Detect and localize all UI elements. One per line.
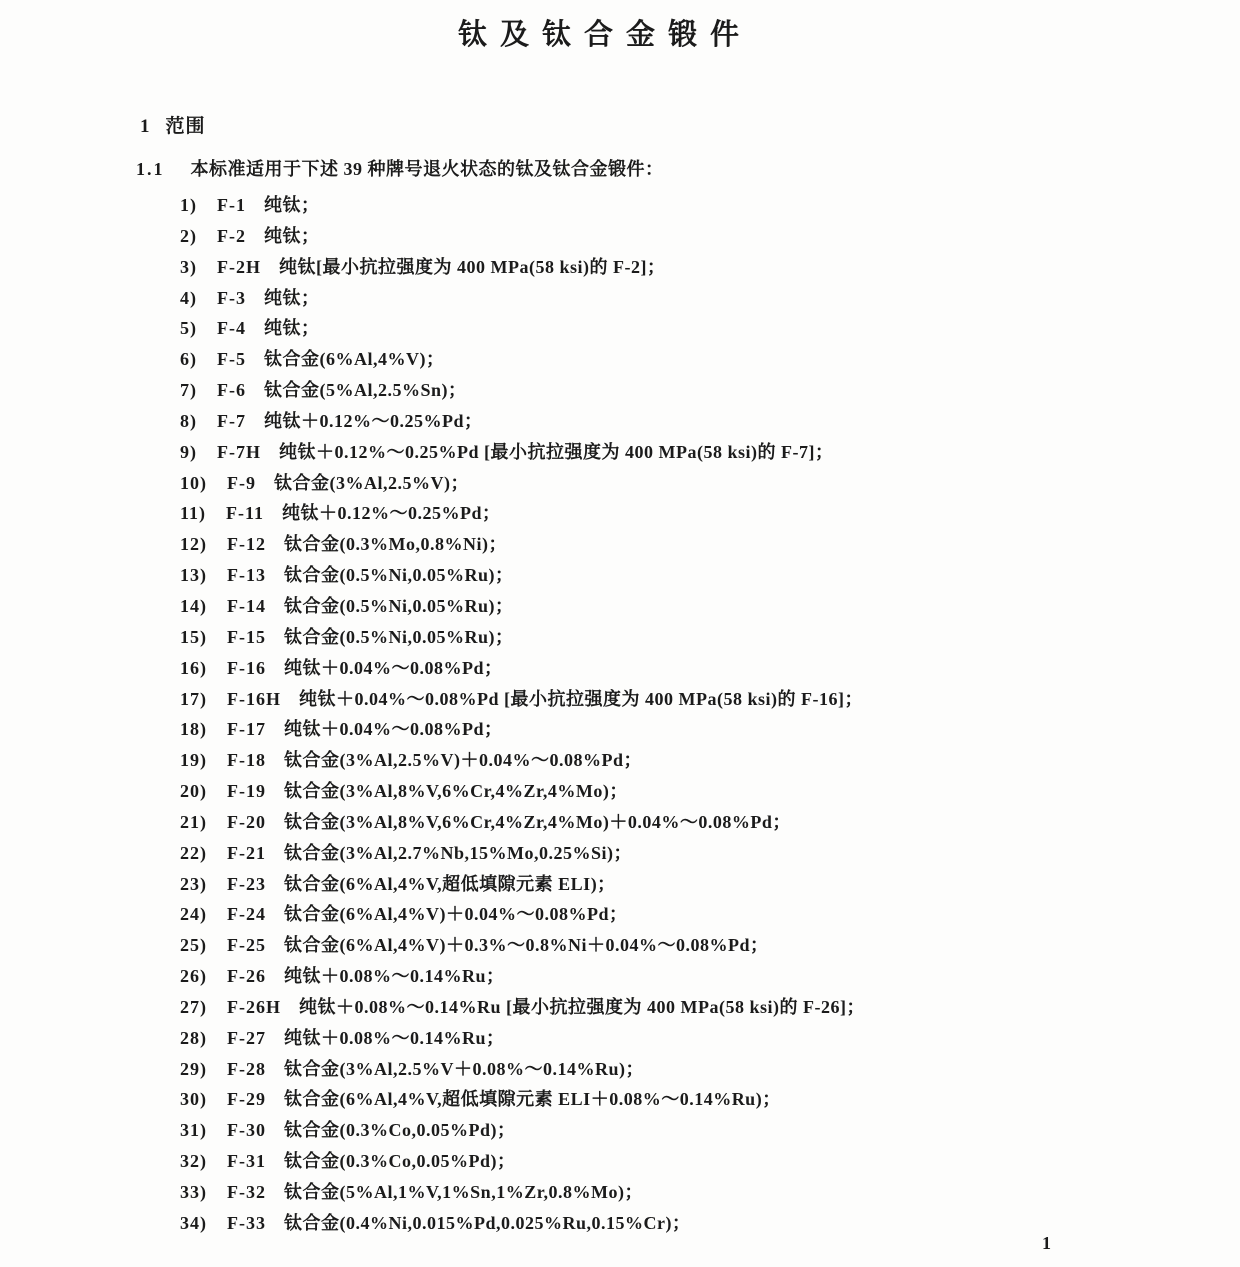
item-description: 纯钛＋0.08%～0.14%Ru； <box>284 1027 505 1048</box>
list-item <box>180 283 1180 314</box>
list-item <box>180 313 1180 344</box>
item-grade-code: F-19 <box>227 781 266 802</box>
item-number: 4) <box>180 287 197 308</box>
item-description: 纯钛＋0.08%～0.14%Ru； <box>284 966 505 987</box>
item-grade-code: F-26 <box>227 966 266 987</box>
list-item <box>180 622 1180 653</box>
list-item <box>180 838 1180 869</box>
item-number: 5) <box>180 318 197 339</box>
item-number: 18) <box>180 719 207 740</box>
item-number: 8) <box>180 410 197 431</box>
item-grade-code: F-31 <box>227 1151 266 1172</box>
item-grade-code: F-2 <box>217 225 246 246</box>
item-number: 26) <box>180 966 207 987</box>
item-number: 22) <box>180 842 207 863</box>
list-item <box>180 1115 1180 1146</box>
item-description: 纯钛＋0.04%～0.08%Pd； <box>284 657 503 678</box>
list-item <box>180 684 1180 715</box>
list-item <box>180 930 1180 961</box>
list-item <box>180 560 1180 591</box>
item-number: 28) <box>180 1027 207 1048</box>
item-grade-code: F-7H <box>217 441 261 462</box>
item-number: 32) <box>180 1151 207 1172</box>
item-description: 钛合金(6%Al,4%V)＋0.3%～0.8%Ni＋0.04%～0.08%Pd； <box>284 935 769 956</box>
item-grade-code: F-14 <box>227 595 266 616</box>
item-number: 24) <box>180 904 207 925</box>
page-number: 1 <box>1042 1233 1051 1253</box>
item-description: 纯钛＋0.12%～0.25%Pd； <box>282 503 501 524</box>
item-description: 钛合金(3%Al,8%V,6%Cr,4%Zr,4%Mo)； <box>284 781 628 802</box>
item-grade-code: F-3 <box>217 287 246 308</box>
item-number: 9) <box>180 441 197 462</box>
item-number: 34) <box>180 1212 207 1233</box>
list-item <box>180 252 1180 283</box>
item-grade-code: F-33 <box>227 1212 266 1233</box>
item-number: 2) <box>180 225 197 246</box>
item-number: 33) <box>180 1182 207 1202</box>
item-number: 12) <box>180 534 207 555</box>
item-number: 14) <box>180 595 207 616</box>
list-item <box>180 344 1180 375</box>
list-item <box>180 468 1180 499</box>
clause-number: 1.1 <box>136 159 165 179</box>
item-description: 钛合金(5%Al,1%V,1%Sn,1%Zr,0.8%Mo)； <box>284 1182 644 1202</box>
item-description: 钛合金(3%Al,2.5%V)＋0.04%～0.08%Pd； <box>284 750 642 771</box>
item-description: 纯钛[最小抗拉强度为 400 MPa(58 ksi)的 F-2]； <box>279 256 666 277</box>
list-item <box>180 1054 1180 1085</box>
item-number: 10) <box>180 472 207 493</box>
item-grade-code: F-29 <box>227 1089 266 1110</box>
item-grade-code: F-20 <box>227 811 266 832</box>
item-grade-code: F-6 <box>217 380 246 401</box>
list-item <box>180 1177 1180 1208</box>
list-item <box>180 221 1180 252</box>
item-grade-code: F-1 <box>217 195 246 215</box>
item-description: 纯钛＋0.04%～0.08%Pd [最小抗拉强度为 400 MPa(58 ksi)的 F-16]； <box>299 688 863 709</box>
item-description: 纯钛＋0.08%～0.14%Ru [最小抗拉强度为 400 MPa(58 ksi)的 F-26]； <box>299 996 865 1017</box>
item-description: 钛合金(6%Al,4%V,超低填隙元素 ELI＋0.08%～0.14%Ru)； <box>284 1089 781 1110</box>
page-title: 钛及钛合金锻件 <box>457 19 752 51</box>
item-grade-code: F-18 <box>227 750 266 771</box>
item-number: 7) <box>180 380 197 401</box>
item-number: 15) <box>180 626 207 647</box>
item-number: 25) <box>180 935 207 956</box>
item-grade-code: F-16H <box>227 688 281 709</box>
item-grade-code: F-17 <box>227 719 266 740</box>
item-grade-code: F-27 <box>227 1027 266 1048</box>
item-description: 纯钛； <box>264 225 320 246</box>
item-grade-code: F-16 <box>227 657 266 678</box>
item-description: 钛合金(5%Al,2.5%Sn)； <box>264 380 467 401</box>
section-number: 1 <box>140 116 151 137</box>
item-number: 23) <box>180 873 207 894</box>
clause-1-1 <box>136 155 664 181</box>
item-grade-code: F-32 <box>227 1182 266 1202</box>
item-number: 27) <box>180 996 207 1017</box>
item-description: 纯钛＋0.12%～0.25%Pd [最小抗拉强度为 400 MPa(58 ksi)的 F-7]； <box>279 441 834 462</box>
list-item <box>180 591 1180 622</box>
item-number: 3) <box>180 256 197 277</box>
item-grade-code: F-2H <box>217 256 261 277</box>
item-description: 钛合金(0.4%Ni,0.015%Pd,0.025%Ru,0.15%Cr)； <box>284 1212 691 1233</box>
item-grade-code: F-30 <box>227 1120 266 1141</box>
list-item <box>180 1084 1180 1115</box>
item-grade-code: F-9 <box>227 472 256 493</box>
item-description: 纯钛； <box>264 195 320 215</box>
list-item <box>180 1023 1180 1054</box>
item-number: 16) <box>180 657 207 678</box>
section-heading <box>140 111 206 138</box>
list-item <box>180 899 1180 930</box>
list-item <box>180 992 1180 1023</box>
section-title: 范围 <box>165 116 206 137</box>
item-description: 钛合金(0.3%Co,0.05%Pd)； <box>284 1120 516 1141</box>
item-grade-code: F-11 <box>226 503 265 524</box>
item-grade-code: F-26H <box>227 996 281 1017</box>
list-item <box>180 1146 1180 1177</box>
item-grade-code: F-24 <box>227 904 266 925</box>
item-number: 31) <box>180 1120 207 1141</box>
list-item <box>180 375 1180 406</box>
list-item <box>180 745 1180 776</box>
item-grade-code: F-13 <box>227 565 266 586</box>
item-description: 纯钛； <box>264 287 320 308</box>
item-description: 钛合金(6%Al,4%V)＋0.04%～0.08%Pd； <box>284 904 628 925</box>
item-grade-code: F-23 <box>227 873 266 894</box>
item-description: 钛合金(0.5%Ni,0.05%Ru)； <box>284 626 514 647</box>
list-item <box>180 437 1180 468</box>
list-item <box>180 776 1180 807</box>
item-number: 20) <box>180 781 207 802</box>
item-number: 21) <box>180 811 207 832</box>
item-description: 钛合金(3%Al,8%V,6%Cr,4%Zr,4%Mo)＋0.04%～0.08%Pd； <box>284 811 791 832</box>
item-number: 19) <box>180 750 207 771</box>
item-description: 钛合金(6%Al,4%V)； <box>264 349 445 370</box>
list-item <box>180 1208 1180 1239</box>
item-description: 纯钛＋0.04%～0.08%Pd； <box>284 719 503 740</box>
item-description: 钛合金(0.5%Ni,0.05%Ru)； <box>284 595 514 616</box>
item-grade-code: F-7 <box>217 410 246 431</box>
item-number: 30) <box>180 1089 207 1110</box>
grade-list <box>180 190 1180 1239</box>
item-grade-code: F-25 <box>227 935 266 956</box>
item-number: 6) <box>180 349 197 370</box>
item-description: 钛合金(0.3%Co,0.05%Pd)； <box>284 1151 516 1172</box>
list-item <box>180 961 1180 992</box>
item-description: 钛合金(0.3%Mo,0.8%Ni)； <box>284 534 507 555</box>
item-description: 钛合金(3%Al,2.7%Nb,15%Mo,0.25%Si)； <box>284 842 632 863</box>
item-number: 13) <box>180 565 207 586</box>
list-item <box>180 190 1180 221</box>
item-number: 1) <box>180 195 197 215</box>
list-item <box>180 807 1180 838</box>
item-number: 11) <box>180 503 207 524</box>
item-description: 钛合金(6%Al,4%V,超低填隙元素 ELI)； <box>284 873 616 894</box>
item-grade-code: F-4 <box>217 318 246 339</box>
item-grade-code: F-12 <box>227 534 266 555</box>
item-grade-code: F-28 <box>227 1058 266 1079</box>
item-grade-code: F-21 <box>227 842 266 863</box>
clause-text: 本标准适用于下述 39 种牌号退火状态的钛及钛合金锻件： <box>190 159 664 179</box>
list-item <box>180 653 1180 684</box>
list-item <box>180 498 1180 529</box>
item-description: 钛合金(3%Al,2.5%V)； <box>274 472 469 493</box>
item-description: 纯钛； <box>264 318 320 339</box>
item-number: 29) <box>180 1058 207 1079</box>
item-grade-code: F-15 <box>227 626 266 647</box>
list-item <box>180 406 1180 437</box>
item-grade-code: F-5 <box>217 349 246 370</box>
list-item <box>180 714 1180 745</box>
list-item <box>180 529 1180 560</box>
list-item <box>180 869 1180 900</box>
item-description: 钛合金(0.5%Ni,0.05%Ru)； <box>284 565 514 586</box>
item-description: 纯钛＋0.12%～0.25%Pd； <box>264 410 483 431</box>
item-number: 17) <box>180 688 207 709</box>
item-description: 钛合金(3%Al,2.5%V＋0.08%～0.14%Ru)； <box>284 1058 644 1079</box>
